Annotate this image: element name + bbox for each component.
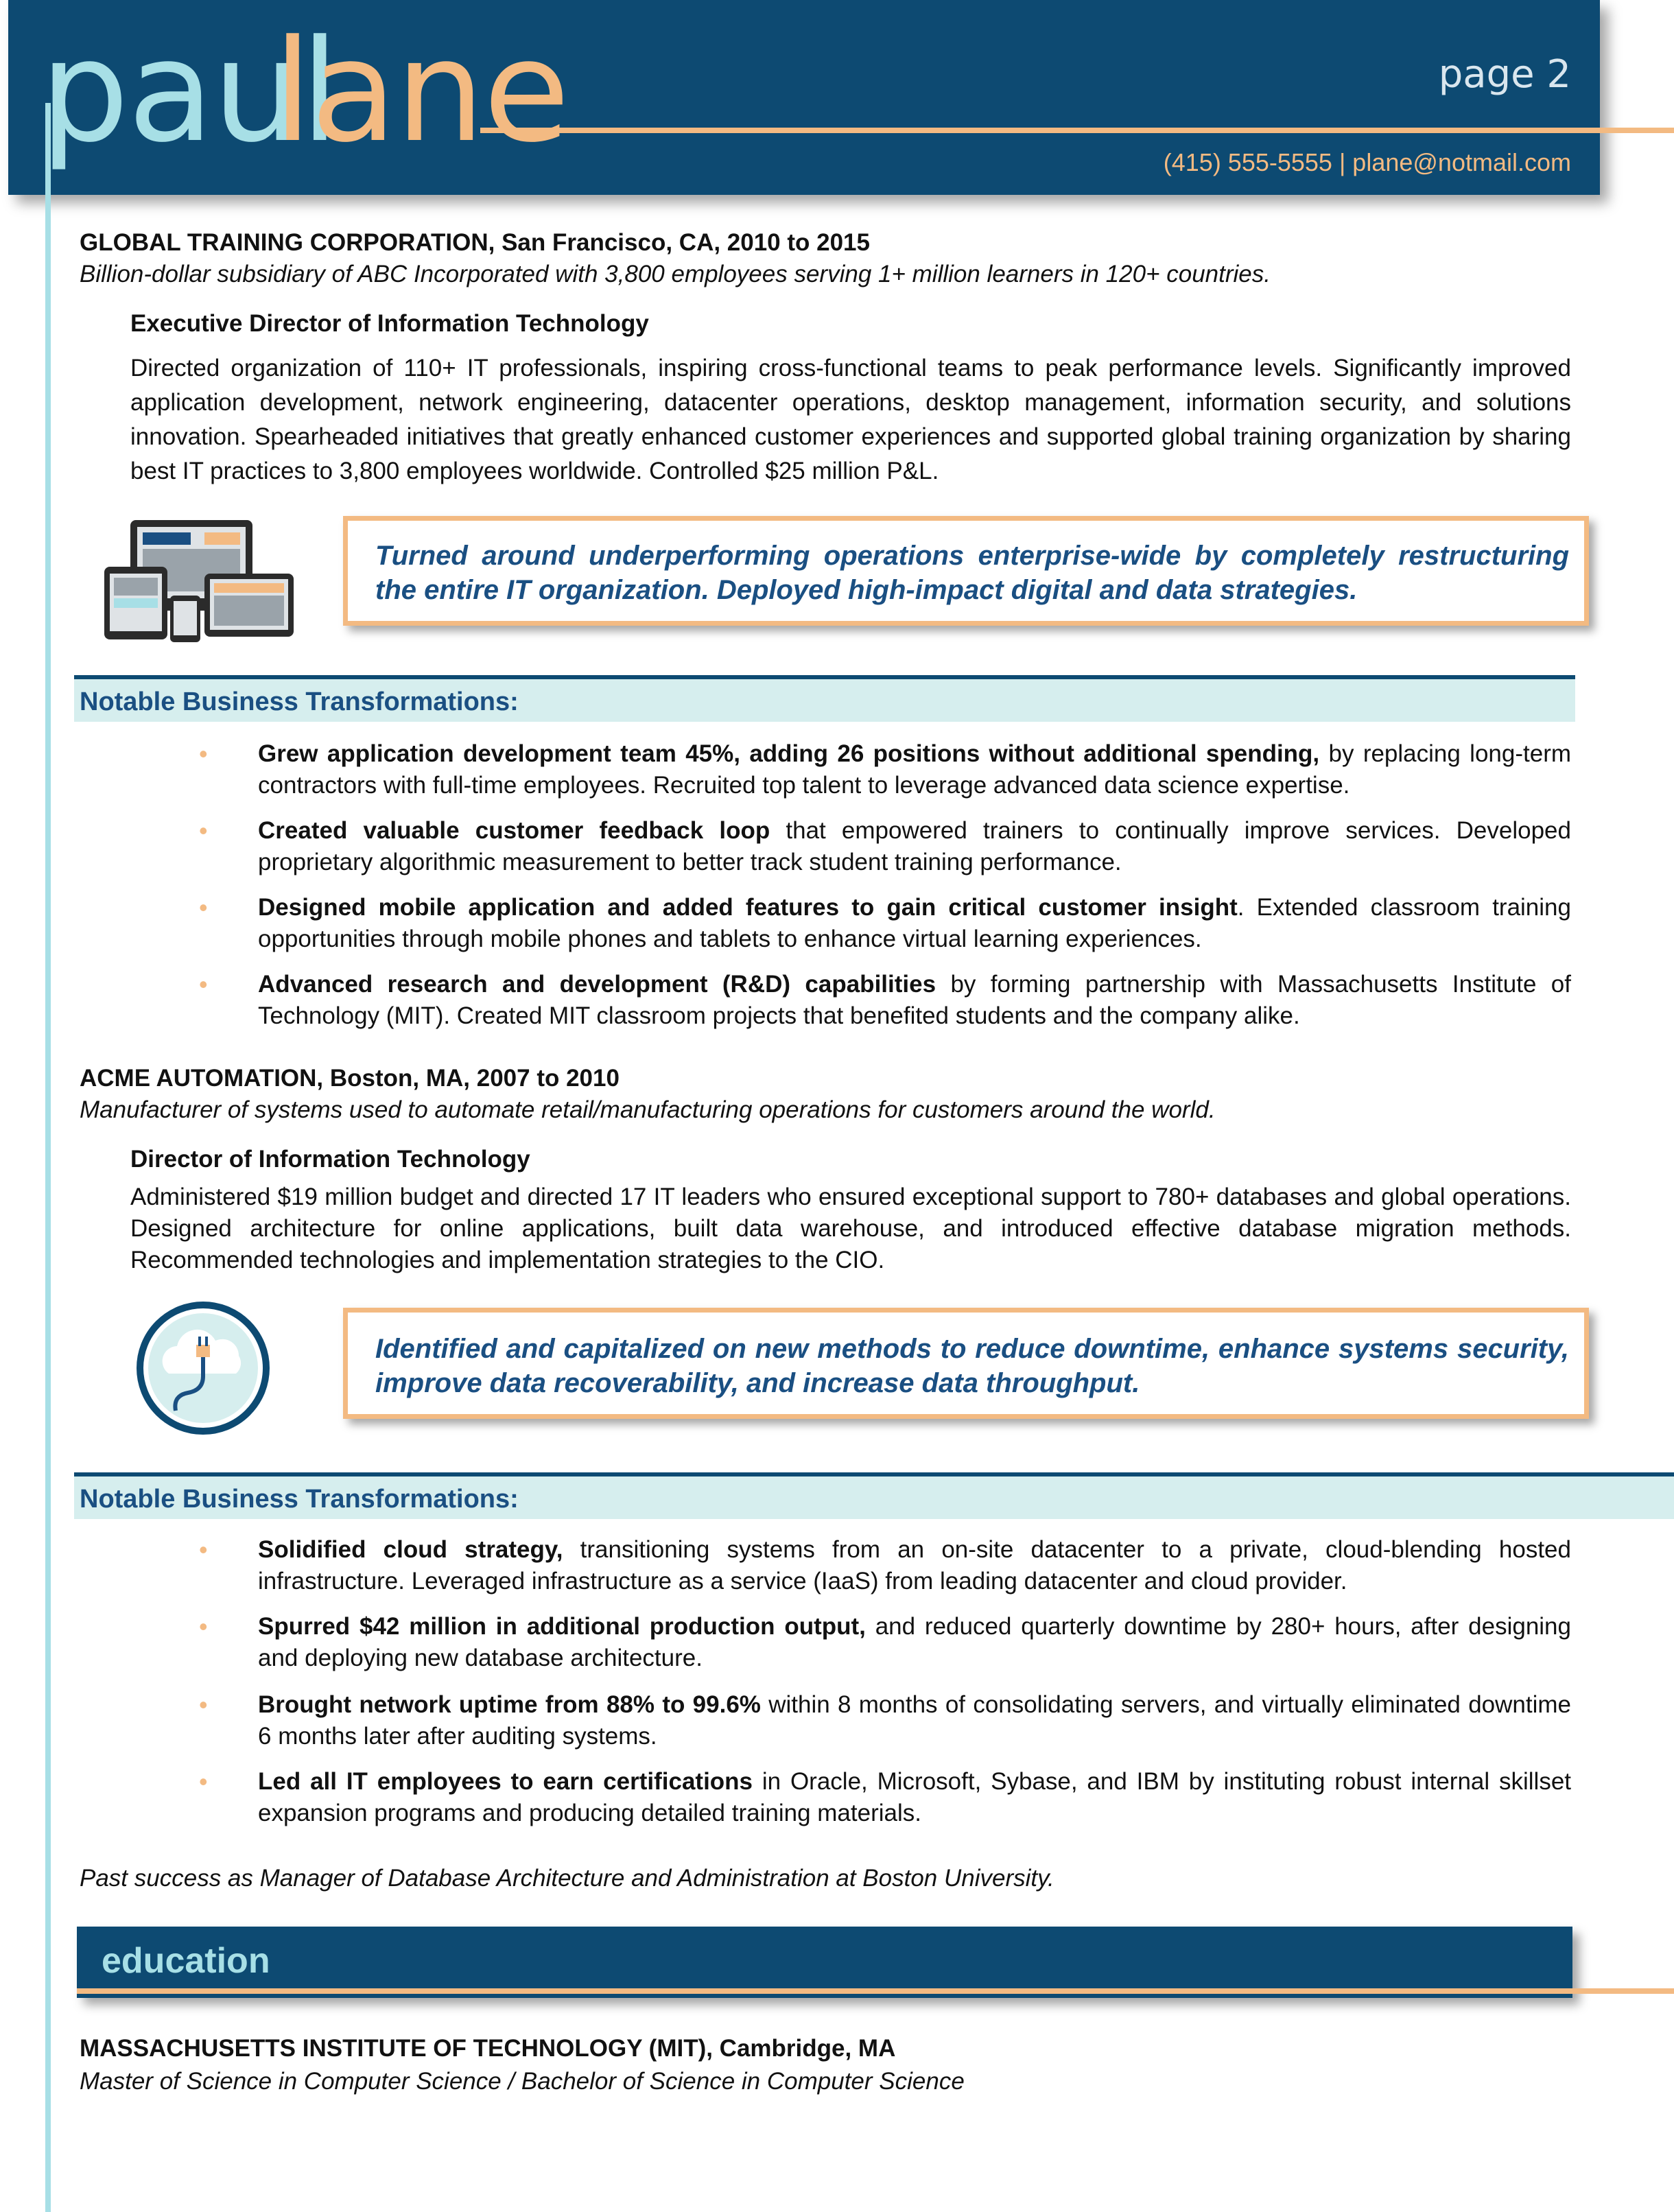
- list-item: Grew application development team 45%, adding 26 positions without additional spending, by replacing long-term contractors with full-time employees. Recruited top talent to leverage advanced data science expertise.: [258, 740, 1572, 799]
- last-name: lane: [273, 10, 569, 174]
- first-name: paul: [40, 10, 338, 174]
- page-number: page 2: [1438, 52, 1571, 97]
- bullet-marker: •: [199, 893, 208, 921]
- school-name: MASSACHUSETTS INSTITUTE OF TECHNOLOGY (MIT), Cambridge, MA: [80, 2035, 896, 2062]
- company-description: Manufacturer of systems used to automate retail/manufacturing operations for customers around the world.: [80, 1096, 1216, 1123]
- list-item: Solidified cloud strategy, transitioning systems from an on-site datacenter to a private, cloud-blending hosted infrastructure. Leveraged infrastructure as a service (IaaS) from leading datacenter and cloud provider.: [258, 1536, 1571, 1595]
- left-accent-rule: [45, 103, 51, 2212]
- section-title: Notable Business Transformations:: [80, 687, 519, 716]
- bullet-marker: •: [199, 1767, 208, 1796]
- achievement-callout: [343, 516, 1589, 626]
- role-summary: Directed organization of 110+ IT professionals, inspiring cross-functional teams to peak performance levels. Significantly improved application development, network engineering, datacenter operations, desktop management, information security, and solutions innovation. Spearheaded initiatives that greatly enhanced customer experiences and supported global training organization by sharing best IT practices to 3,800 employees worldwide. Controlled $25 million P&L.: [130, 355, 1571, 484]
- list-item: Advanced research and development (R&D) capabilities by forming partnership with Massachusetts Institute of Technology (MIT). Created MIT classroom projects that benefited students and the company alike.: [258, 971, 1571, 1029]
- list-item: Designed mobile application and added features to gain critical customer insight. Extended classroom training opportunities through mobile phones and tablets to enhance virtual learning experiences.: [258, 894, 1571, 952]
- education-title: education: [102, 1941, 270, 1981]
- bullet-marker: •: [199, 970, 208, 998]
- company-heading: GLOBAL TRAINING CORPORATION, San Francisco, CA, 2010 to 2015: [80, 229, 870, 256]
- education-banner: [77, 1927, 1572, 1998]
- role-title: Director of Information Technology: [130, 1146, 530, 1173]
- cloud-plug-icon: [134, 1299, 272, 1437]
- section-band: [74, 1472, 1674, 1519]
- company-heading: ACME AUTOMATION, Boston, MA, 2007 to 2010: [80, 1065, 620, 1092]
- role-title: Executive Director of Information Technology: [130, 310, 649, 337]
- bullet-marker: •: [199, 740, 208, 768]
- devices-icon: [102, 519, 307, 642]
- past-success-note: Past success as Manager of Database Architecture and Administration at Boston University.: [80, 1865, 1054, 1892]
- list-item: Spurred $42 million in additional production output, and reduced quarterly downtime by 280+ hours, after designing and deploying new database architecture.: [258, 1613, 1571, 1671]
- list-item: Led all IT employees to earn certifications in Oracle, Microsoft, Sybase, and IBM by instituting robust internal skillset expansion programs and producing detailed training materials.: [258, 1768, 1572, 1826]
- callout-text: Turned around underperforming operations enterprise-wide by completely restructuring the entire IT organization. Deployed high-impact digital and data strategies.: [375, 541, 1569, 605]
- list-item: Brought network uptime from 88% to 99.6% within 8 months of consolidating servers, and virtually eliminated downtime 6 months later after auditing systems.: [258, 1691, 1571, 1750]
- role-summary: Administered $19 million budget and directed 17 IT leaders who ensured exceptional support to 780+ databases and global operations. Designed architecture for online applications, built data warehouse, and introduced effective database migration methods. Recommended technologies and implementation strategies to the CIO.: [130, 1184, 1571, 1273]
- education-accent-line: [77, 1988, 1674, 1994]
- list-item: Created valuable customer feedback loop that empowered trainers to continually improve services. Developed proprietary algorithmic measurement to better track student training performance.: [258, 817, 1571, 875]
- header-accent-line: [480, 128, 1674, 133]
- bullet-marker: •: [199, 1612, 208, 1640]
- callout-text: Identified and capitalized on new methods to reduce downtime, enhance systems security, improve data recoverability, and increase data throughput.: [375, 1334, 1569, 1398]
- section-title: Notable Business Transformations:: [80, 1485, 519, 1514]
- company-description: Billion-dollar subsidiary of ABC Incorporated with 3,800 employees serving 1+ million learners in 120+ countries.: [80, 261, 1271, 287]
- degrees: Master of Science in Computer Science / Bachelor of Science in Computer Science: [80, 2068, 965, 2095]
- bullet-marker: •: [199, 1691, 208, 1719]
- achievement-callout: [343, 1308, 1589, 1419]
- section-band: [74, 675, 1575, 722]
- bullet-marker: •: [199, 816, 208, 845]
- contact-info: (415) 555-5555 | plane@notmail.com: [1163, 148, 1571, 176]
- bullet-marker: •: [199, 1536, 208, 1564]
